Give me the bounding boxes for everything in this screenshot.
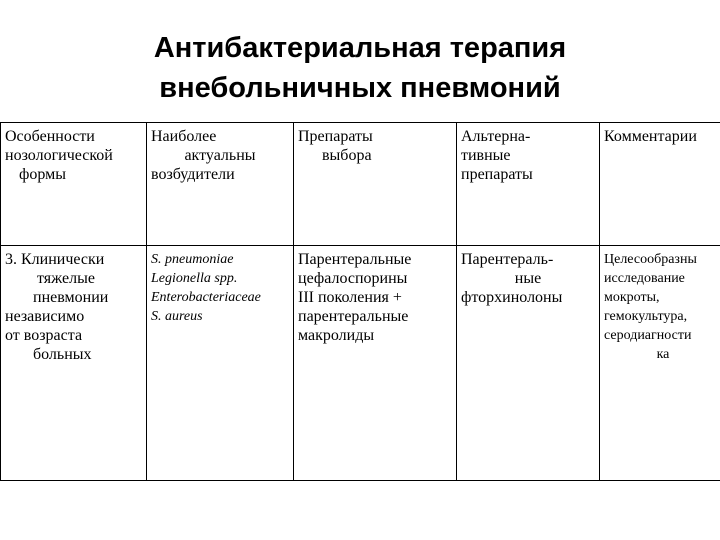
header-cell-alternatives [457,123,600,246]
cell-text: III поколения + [298,289,402,306]
cell-alternatives [457,246,600,481]
cell-text: ные [514,270,542,287]
header-text: выбора [322,147,372,164]
cell-text: Legionella spp. [151,271,238,286]
header-text: Наиболее [151,128,217,145]
header-text: нозологической [5,147,113,164]
header-text: Особенности [5,128,95,145]
cell-text: гемокультура, [604,309,688,324]
cell-pathogens [147,246,294,481]
cell-comments [600,246,720,481]
title-line-1: Антибактериальная терапия [153,32,567,64]
cell-text: больных [33,346,92,363]
cell-text: фторхинолоны [461,289,563,306]
therapy-table [0,122,720,481]
cell-text: парентеральные [298,308,409,325]
header-cell-form [1,123,147,246]
header-text: формы [19,166,66,183]
cell-text: Парентераль- [461,251,554,268]
header-text: Препараты [298,128,373,145]
cell-form [1,246,147,481]
cell-text: от возраста [5,327,83,344]
cell-text: Целесообразны [604,252,697,267]
cell-text: Парентеральные [298,251,412,268]
cell-text: пневмонии [33,289,109,306]
cell-text: Enterobacteriaceae [151,290,261,305]
header-text: актуальны [184,147,256,164]
cell-text: тяжелые [37,270,95,287]
slide-title [0,28,720,108]
header-text: препараты [461,166,533,183]
header-text: тивные [461,147,511,164]
title-line-2: внебольничных пневмоний [159,72,561,104]
header-cell-pathogens [147,123,294,246]
cell-text: ка [656,347,670,362]
cell-drugs [294,246,457,481]
cell-text: 3. Клинически [5,251,105,268]
cell-text: мокроты, [604,290,660,305]
table-header-row [1,123,720,246]
header-cell-drugs [294,123,457,246]
cell-text: серодиагности [604,328,692,343]
cell-text: независимо [5,308,85,325]
cell-text: S. pneumoniae [151,252,234,267]
cell-text: S. aureus [151,309,203,324]
header-text: Альтерна- [461,128,531,145]
cell-text: макролиды [298,327,375,344]
header-cell-comments [600,123,720,246]
table-row [1,246,720,481]
header-text: возбудители [151,166,235,183]
header-text: Комментарии [604,128,697,145]
cell-text: цефалоспорины [298,270,408,287]
cell-text: исследование [604,271,685,286]
